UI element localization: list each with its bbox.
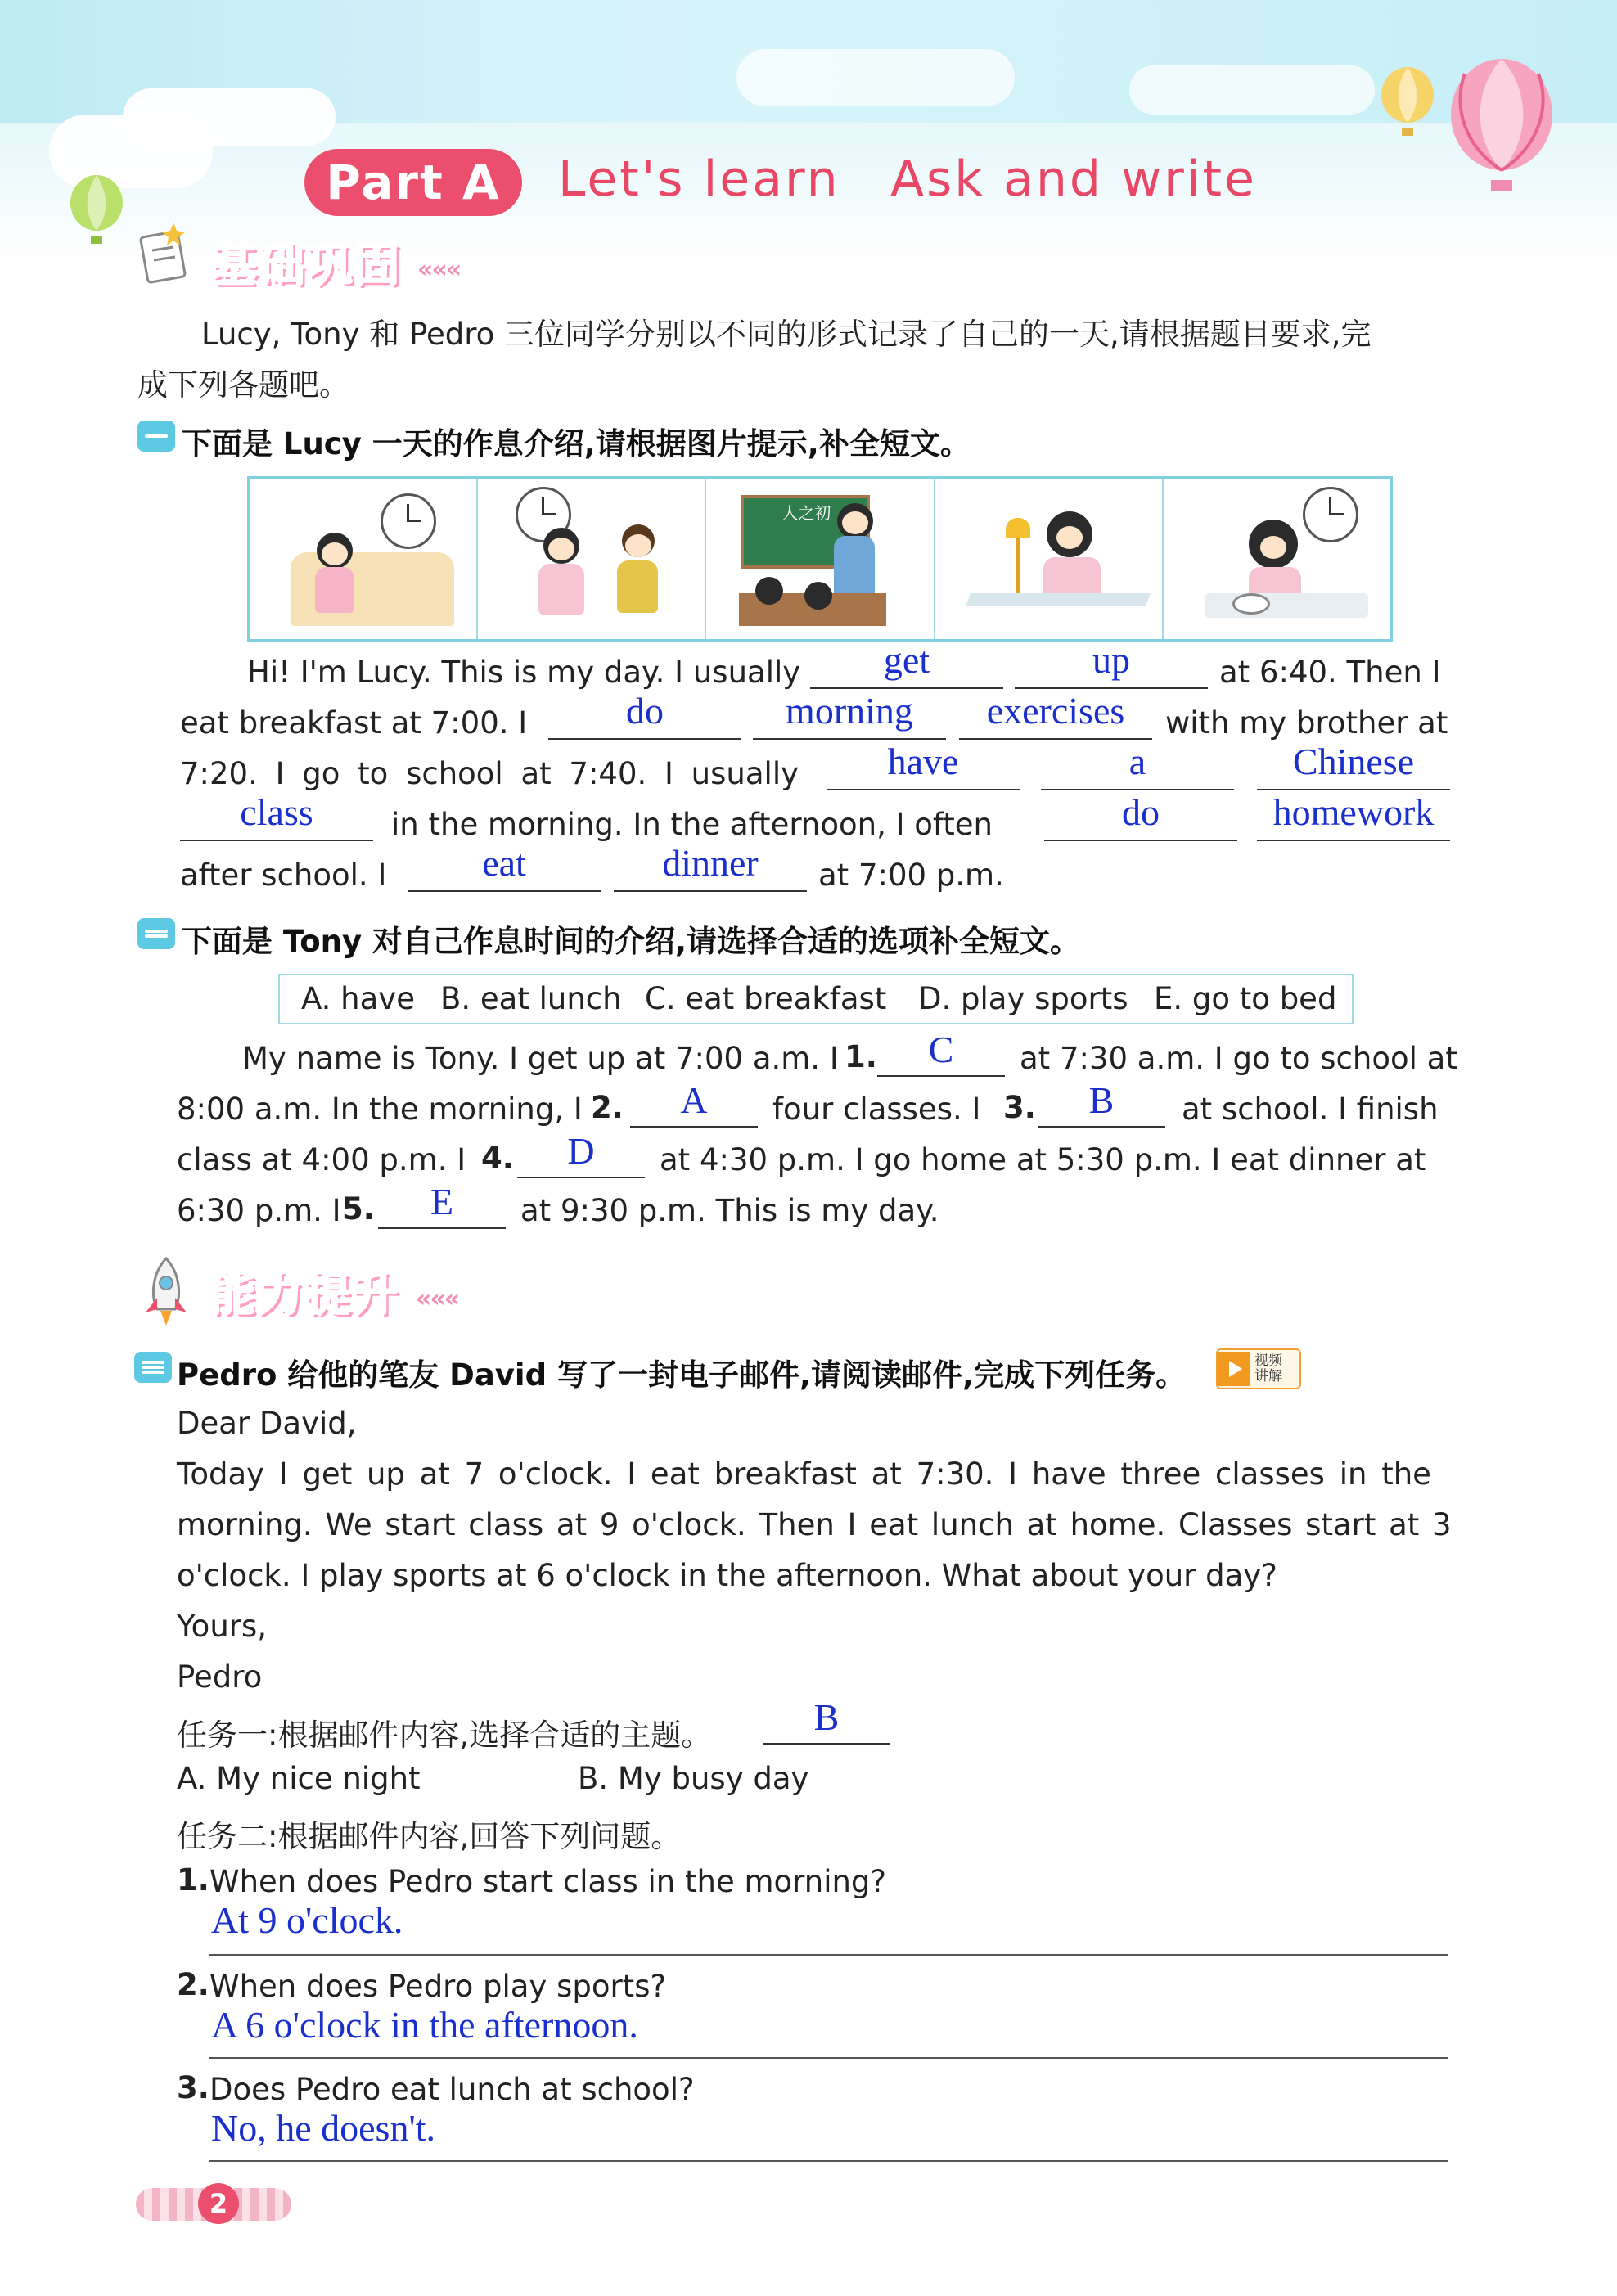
q1-text-7: after school. I [180,858,387,893]
task2-q2-answer: A 6 o'clock in the afternoon. [211,2004,638,2046]
q1-text-2: at 6:40. Then I [1219,655,1441,690]
task2-q3-line[interactable] [209,2159,1448,2162]
q1-text-3: eat breakfast at 7:00. I [180,705,528,741]
email-line-1: Dear David, [177,1406,357,1441]
option-c: C. eat breakfast [645,981,887,1016]
task1-answer: B [813,1696,840,1738]
q1-answer-12: eat [482,842,526,884]
rocket-icon [137,1255,195,1329]
q1-answer-3: do [626,690,664,732]
q1-blank-9[interactable] [180,836,373,841]
option-a: A. have [301,981,415,1016]
blackboard-text: 人之初 [781,503,831,523]
task2-q2-num: 2. [177,1967,209,2002]
q2-blank-3[interactable] [1038,1123,1165,1128]
decor-arrows-2: ««« [416,1285,459,1313]
q2-text-4: four classes. I [772,1092,981,1127]
q1-blank-11[interactable] [1257,836,1450,841]
task1-option-b: B. My busy day [578,1761,809,1796]
q1-answer-5: exercises [986,690,1125,732]
q2-blank-2[interactable] [630,1123,758,1128]
q2-num-3: 3. [1003,1090,1036,1125]
page-number: 2 [198,2183,239,2224]
q1-text-6: in the morning. In the afternoon, I often [391,807,993,842]
q1-text-4: with my brother at [1165,705,1448,741]
q2-text-8: 6:30 p.m. I [177,1193,341,1228]
q1-text-8: at 7:00 p.m. [818,858,1004,893]
q1-blank-12[interactable] [408,887,601,892]
q2-num-4: 4. [481,1141,514,1176]
task2-text: 任务二:根据邮件内容,回答下列问题。 [177,1819,682,1854]
q1-text-5: 7:20. I go to school at 7:40. I usually [180,756,799,791]
picture-strip [247,476,1393,642]
option-e: E. go to bed [1154,981,1337,1016]
q1-answer-6: have [887,741,959,782]
q1-answer-7: a [1128,741,1146,782]
q1-answer-13: dinner [662,842,759,884]
q2-text-6: class at 4:00 p.m. I [177,1142,466,1177]
small-balloon-icon [1375,65,1440,139]
q2-answer-3: B [1088,1079,1115,1121]
q2-text-2: at 7:30 a.m. I go to school at [1020,1041,1457,1076]
task2-q1-answer: At 9 o'clock. [211,1899,403,1941]
email-line-5: Yours, [177,1609,268,1644]
task2-q2-line[interactable] [209,2055,1448,2059]
intro-line-1: Lucy, Tony 和 Pedro 三位同学分别以不同的形式记录了自己的一天,请根据题目要求,完 [201,317,1372,352]
play-icon [1218,1352,1250,1386]
q1-answer-9: class [240,791,313,833]
video-label-2: 讲解 [1254,1368,1282,1384]
q1-blank-13[interactable] [614,887,807,892]
option-b: B. eat lunch [440,981,622,1016]
q2-answer-1: C [928,1029,954,1070]
q2-blank-4[interactable] [517,1173,645,1178]
q1-blank-6[interactable] [827,786,1020,790]
task2-q1-text: When does Pedro start class in the morning? [209,1864,887,1899]
email-line-2: Today I get up at 7 o'clock. I eat breakfast at 7:30. I have three classes in the [177,1456,1431,1492]
task1-blank[interactable] [763,1740,890,1745]
part-label: Part A [304,149,522,216]
q2-num-2: 2. [591,1090,624,1125]
section-title-basic: 基础巩固 [211,239,401,292]
q2-text-5: at school. I finish [1182,1092,1439,1127]
q1-answer-11: homework [1272,791,1435,833]
q1-blank-3[interactable] [548,735,741,740]
q2-answer-4: D [567,1130,595,1172]
email-line-4: o'clock. I play sports at 6 o'clock in the afternoon. What about your day? [177,1558,1277,1593]
notepad-icon [133,219,198,285]
question-badge-1 [137,421,175,452]
task2-q2-text: When does Pedro play sports? [209,1969,667,2004]
activity-title: Ask and write [890,151,1257,208]
q2-text-1: My name is Tony. I get up at 7:00 a.m. I [242,1041,839,1076]
picture-homework [935,479,1164,639]
picture-dinner [1164,479,1390,639]
task2-q3-answer: No, he doesn't. [211,2107,436,2149]
picture-morning-exercises [478,479,706,639]
q2-text-7: at 4:30 p.m. I go home at 5:30 p.m. I eat dinner at [660,1142,1426,1177]
q1-blank-10[interactable] [1044,836,1237,841]
q2-blank-5[interactable] [378,1224,506,1229]
q2-num-5: 5. [342,1191,375,1227]
q2-text-3: 8:00 a.m. In the morning, I [177,1092,583,1127]
video-explain-button[interactable] [1216,1348,1301,1389]
q1-instruction: 下面是 Lucy 一天的作息介绍,请根据图片提示,补全短文。 [182,426,971,461]
intro-line-2: 成下列各题吧。 [137,367,349,403]
q1-answer-2: up [1092,639,1130,681]
q2-answer-5: E [430,1181,454,1222]
green-balloon-icon [64,173,129,249]
q1-answer-10: do [1122,791,1160,833]
task2-q1-line[interactable] [209,1952,1448,1956]
task2-q1-num: 1. [177,1862,209,1898]
question-badge-2 [137,918,175,949]
option-box [278,974,1354,1024]
q2-instruction: 下面是 Tony 对自己作息时间的介绍,请选择合适的选项补全短文。 [182,924,1081,959]
hot-air-balloon-icon [1440,57,1563,196]
question-badge-3 [134,1352,172,1383]
q1-text-1: Hi! I'm Lucy. This is my day. I usually [247,655,801,690]
q2-blank-1[interactable] [877,1072,1005,1077]
picture-chinese-class [706,479,935,639]
task1-option-a: A. My nice night [177,1761,421,1796]
q1-answer-1: get [883,639,930,681]
task2-q3-num: 3. [177,2070,209,2105]
decor-arrows: ««« [417,255,461,284]
task2-q3-text: Does Pedro eat lunch at school? [209,2072,695,2107]
video-label-1: 视频 [1254,1353,1282,1369]
option-d: D. play sports [918,981,1128,1016]
q3-instruction: Pedro 给他的笔友 David 写了一封电子邮件,请阅读邮件,完成下列任务。 [177,1357,1187,1393]
q1-answer-4: morning [786,690,913,732]
q2-answer-2: A [680,1079,708,1121]
q2-num-1: 1. [845,1039,877,1074]
q1-answer-8: Chinese [1292,741,1415,782]
lesson-title: Let's learn [558,151,840,208]
email-line-6: Pedro [177,1659,263,1695]
picture-get-up [250,479,478,639]
q2-text-9: at 9:30 p.m. This is my day. [520,1193,939,1228]
task1-text: 任务一:根据邮件内容,选择合适的主题。 [177,1717,712,1753]
email-line-3: morning. We start class at 9 o'clock. Then I eat lunch at home. Classes start at 3 [177,1507,1452,1542]
section-title-ability: 能力提升 [209,1268,399,1321]
